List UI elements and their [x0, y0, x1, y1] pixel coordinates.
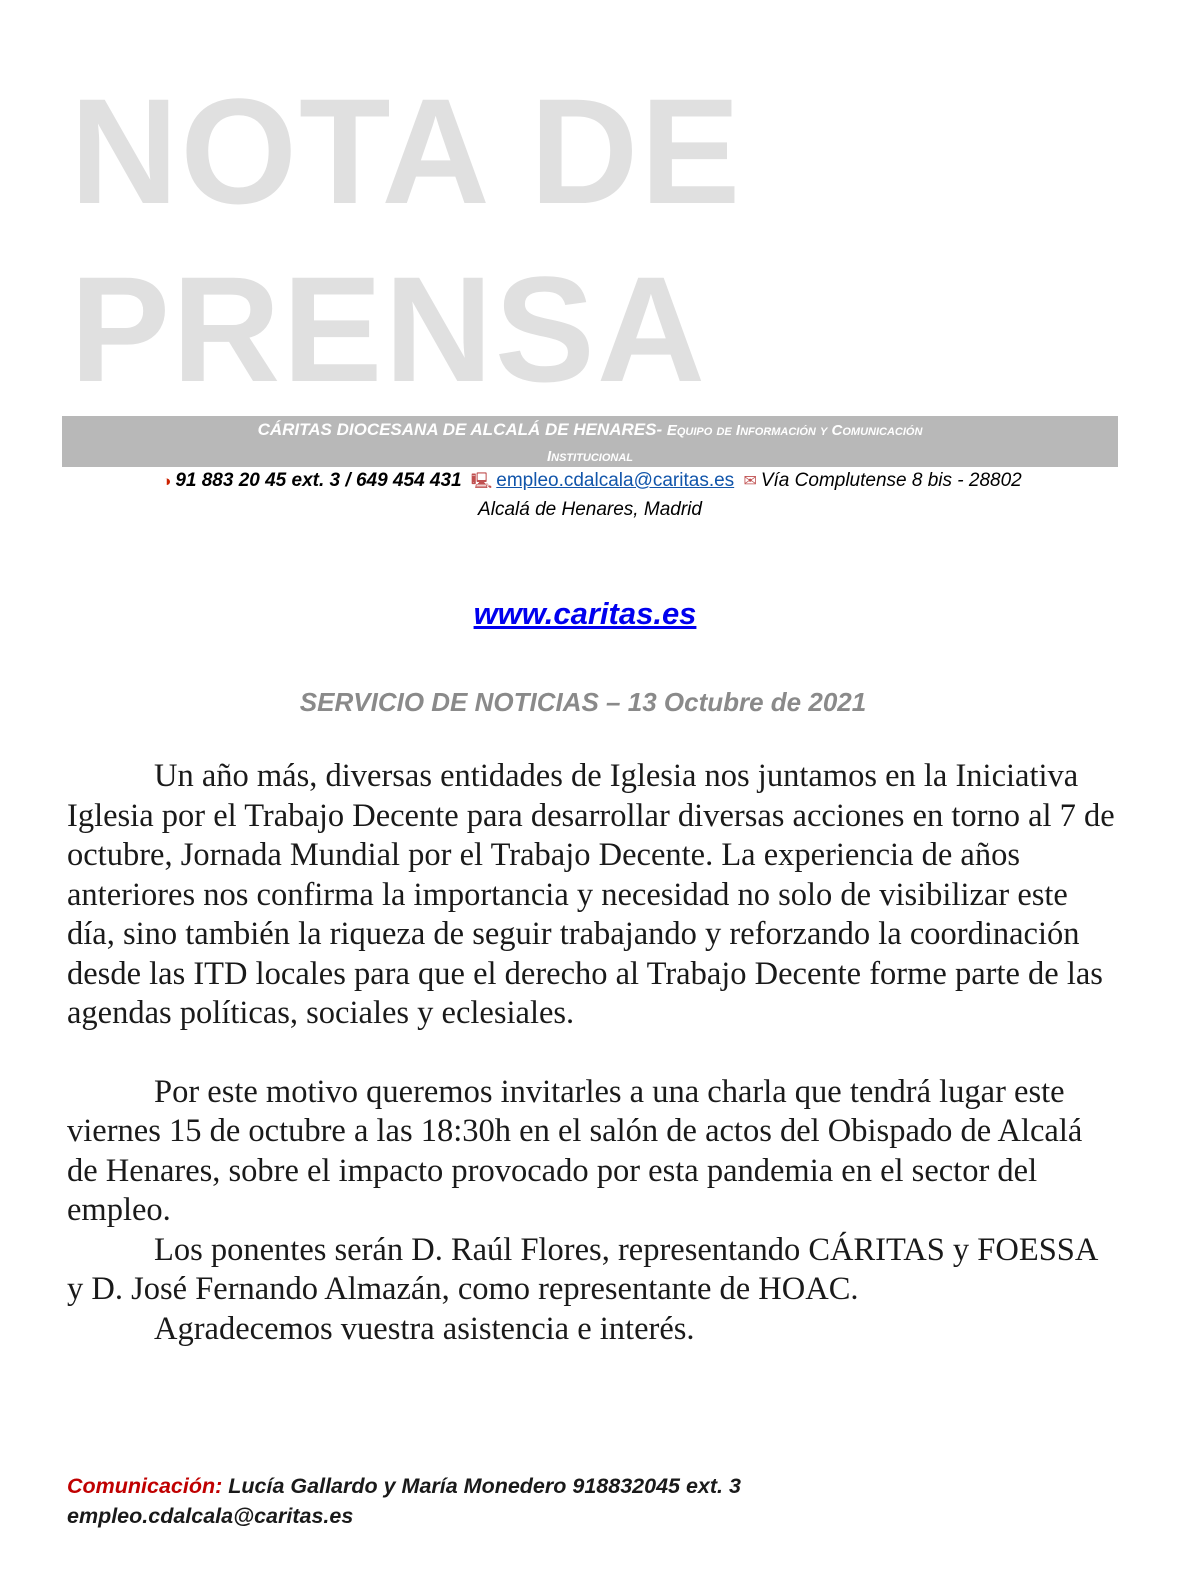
title-line-2: PRENSA: [70, 245, 708, 413]
footer-line-1: [67, 1471, 741, 1501]
computer-icon: 🖳: [470, 473, 493, 490]
organization-banner: [62, 416, 1118, 467]
banner-line-1: [62, 417, 1118, 444]
phone-number: 91 883 20 45 ext. 3 / 649 454 431: [175, 470, 462, 491]
paragraph-3: Los ponentes serán D. Raúl Flores, representando CÁRITAS y FOESSA y D. José Fernando Almazán, como representante de HOAC.: [67, 1231, 1097, 1307]
news-service-heading: SERVICIO DE NOTICIAS – 13 Octubre de 2021: [299, 687, 867, 717]
envelope-icon: ✉: [743, 473, 757, 490]
address-line-1: Vía Complutense 8 bis - 28802: [760, 470, 1022, 491]
contact-info: [62, 467, 1118, 524]
paragraph-2: Por este motivo queremos invitarles a una charla que tendrá lugar este viernes 15 de octubre a las 18:30h en el salón de actos del Obispado de Alcalá de Henares, sobre el impacto provocado por esta pandemia en el sector del empleo.: [67, 1073, 1083, 1228]
address-line-2: Alcalá de Henares, Madrid: [478, 499, 702, 520]
paragraph-4: Agradecemos vuestra asistencia e interés.: [154, 1310, 695, 1347]
title-line-1: NOTA DE: [70, 67, 743, 235]
footer-label: Comunicación:: [67, 1474, 223, 1498]
banner-team-line-2: Institucional: [546, 448, 634, 465]
email-link[interactable]: empleo.cdalcala@caritas.es: [496, 470, 735, 491]
banner-team: Equipo de Información y Comunicación: [666, 422, 923, 439]
article-body: [67, 757, 1117, 1349]
paragraph-1: Un año más, diversas entidades de Iglesia nos juntamos en la Iniciativa Iglesia por el Trabajo Decente para desarrollar diversas acciones en torno al 7 de octubre, Jornada Mundial por el Trabajo Decente. La experiencia de años anteriores nos confirma la importancia y necesidad no solo de visibilizar este día, sino también la riqueza de seguir trabajando y reforzando la coordinación desde las ITD locales para que el derecho al Trabajo Decente forme parte de las agendas políticas, sociales y eclesiales.: [67, 758, 1115, 1031]
press-release-title: [70, 62, 742, 418]
banner-org: CÁRITAS DIOCESANA DE ALCALÁ DE HENARES-: [257, 420, 663, 439]
website-link[interactable]: www.caritas.es: [473, 596, 697, 631]
footer-contact: [67, 1471, 741, 1531]
paragraph-spacer: [67, 1034, 1117, 1073]
contact-line-1: [62, 467, 1118, 496]
phone-icon: ◑: [162, 473, 172, 490]
footer-contact-names: Lucía Gallardo y María Monedero 918832045 ext. 3: [228, 1474, 741, 1498]
footer-email[interactable]: empleo.cdalcala@caritas.es: [67, 1504, 354, 1528]
